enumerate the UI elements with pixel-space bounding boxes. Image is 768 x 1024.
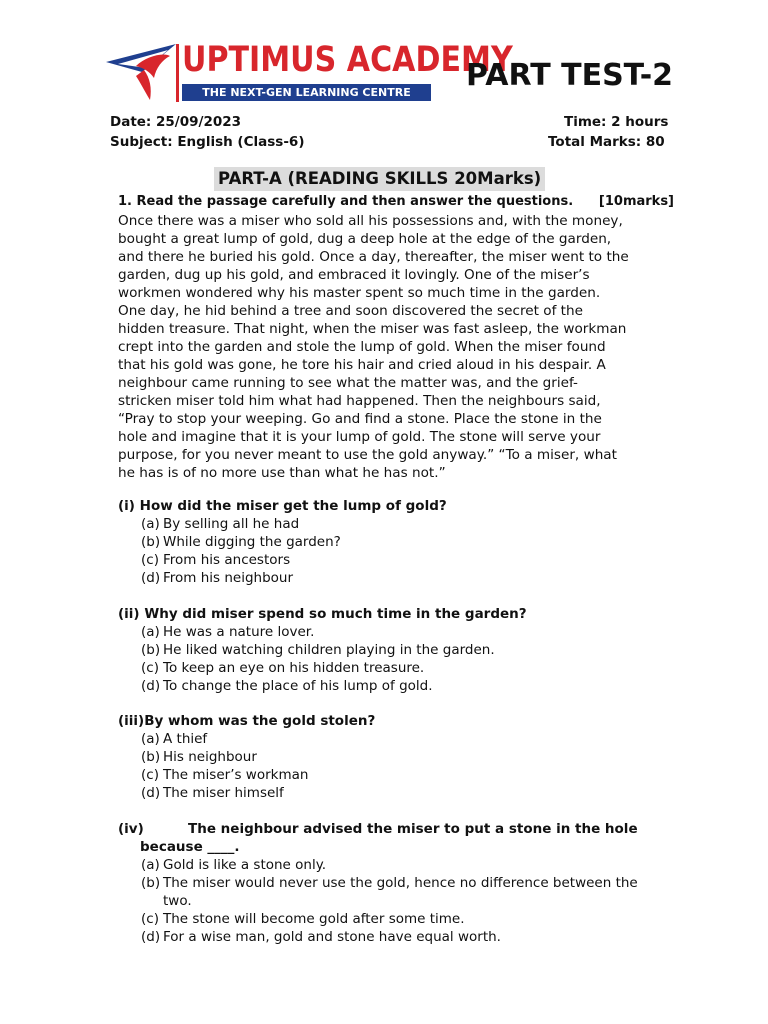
question-prompt: By whom was the gold stolen? bbox=[144, 713, 376, 729]
option-text: The miser himself bbox=[163, 785, 284, 801]
question-continuation: because ____. bbox=[140, 839, 240, 855]
question-2 bbox=[118, 605, 688, 695]
option-text: The miser would never use the gold, hence no difference between the two. bbox=[163, 875, 638, 909]
test-date: Date: 25/09/2023 bbox=[110, 114, 242, 130]
option-text: By selling all he had bbox=[163, 516, 300, 532]
option-text: The stone will become gold after some time. bbox=[163, 911, 465, 927]
test-duration: Time: 2 hours bbox=[564, 114, 669, 130]
option-label: (d) bbox=[141, 678, 161, 694]
question-1 bbox=[118, 497, 688, 587]
answer-option bbox=[118, 856, 688, 874]
question-number: (iv) bbox=[118, 821, 144, 837]
option-text: He was a nature lover. bbox=[163, 624, 315, 640]
answer-option bbox=[118, 677, 688, 695]
passage-line: Once there was a miser who sold all his possessions and, with the money, bbox=[118, 213, 623, 229]
option-label: (c) bbox=[141, 660, 159, 676]
option-text: His neighbour bbox=[163, 749, 257, 765]
question-text bbox=[118, 712, 688, 730]
passage-line: workmen wondered why his master spent so much time in the garden. bbox=[118, 285, 601, 301]
option-text: To change the place of his lump of gold. bbox=[163, 678, 433, 694]
question-number: (ii) bbox=[118, 606, 140, 622]
answer-option bbox=[118, 766, 688, 784]
answer-option bbox=[118, 533, 688, 551]
passage-line: garden, dug up his gold, and embraced it lovingly. One of the miser’s bbox=[118, 267, 590, 283]
option-label: (c) bbox=[141, 552, 159, 568]
question-text bbox=[118, 820, 688, 838]
question-text bbox=[118, 497, 688, 515]
option-text: While digging the garden? bbox=[163, 534, 341, 550]
test-title: PART TEST-2 bbox=[466, 58, 674, 93]
answer-option bbox=[118, 641, 688, 659]
question-3 bbox=[118, 712, 688, 802]
option-text: To keep an eye on his hidden treasure. bbox=[163, 660, 425, 676]
section-heading: PART-A (READING SKILLS 20Marks) bbox=[214, 167, 545, 191]
option-text: The miser’s workman bbox=[163, 767, 309, 783]
option-label: (a) bbox=[141, 857, 160, 873]
passage-line: hidden treasure. That night, when the miser was fast asleep, the workman bbox=[118, 321, 627, 337]
answer-option bbox=[118, 569, 688, 587]
option-text: For a wise man, gold and stone have equal worth. bbox=[163, 929, 501, 945]
brand-tagline: THE NEXT-GEN LEARNING CENTRE bbox=[182, 84, 431, 101]
passage-line: crept into the garden and stole the lump of gold. When the miser found bbox=[118, 339, 606, 355]
option-label: (a) bbox=[141, 516, 160, 532]
question-number: (i) bbox=[118, 498, 135, 514]
passage-line: One day, he hid behind a tree and soon discovered the secret of the bbox=[118, 303, 583, 319]
option-text: From his ancestors bbox=[163, 552, 291, 568]
option-label: (b) bbox=[141, 642, 161, 658]
option-label: (d) bbox=[141, 785, 161, 801]
option-text: Gold is like a stone only. bbox=[163, 857, 327, 873]
passage-line: purpose, for you never meant to use the gold anyway.” “To a miser, what bbox=[118, 447, 617, 463]
test-subject: Subject: English (Class-6) bbox=[110, 134, 305, 150]
total-marks: Total Marks: 80 bbox=[548, 134, 665, 150]
question-prompt: How did the miser get the lump of gold? bbox=[139, 498, 447, 514]
option-text: A thief bbox=[163, 731, 208, 747]
reading-passage bbox=[118, 212, 678, 482]
option-label: (c) bbox=[141, 911, 159, 927]
passage-line: neighbour came running to see what the matter was, and the grief- bbox=[118, 375, 578, 391]
answer-option bbox=[118, 730, 688, 748]
brand-name: UPTIMUS ACADEMY bbox=[182, 40, 513, 80]
instruction-text: 1. Read the passage carefully and then answer the questions. bbox=[118, 194, 574, 209]
option-label: (d) bbox=[141, 929, 161, 945]
answer-option bbox=[118, 659, 688, 677]
answer-option bbox=[118, 623, 688, 641]
answer-option bbox=[118, 515, 688, 533]
answer-option bbox=[118, 910, 688, 928]
option-label: (b) bbox=[141, 875, 161, 891]
answer-option bbox=[118, 551, 688, 569]
passage-line: stricken miser told him what had happened. Then the neighbours said, bbox=[118, 393, 601, 409]
option-text: He liked watching children playing in the garden. bbox=[163, 642, 495, 658]
passage-line: and there he buried his gold. Once a day, thereafter, the miser went to the bbox=[118, 249, 629, 265]
answer-option bbox=[118, 784, 688, 802]
option-label: (a) bbox=[141, 624, 160, 640]
passage-instruction bbox=[118, 194, 674, 209]
question-text bbox=[118, 605, 688, 623]
option-label: (b) bbox=[141, 749, 161, 765]
question-4 bbox=[118, 820, 688, 946]
question-prompt: The neighbour advised the miser to put a stone in the hole bbox=[188, 821, 638, 837]
answer-option bbox=[118, 928, 688, 946]
option-label: (c) bbox=[141, 767, 159, 783]
passage-line: “Pray to stop your weeping. Go and find a stone. Place the stone in the bbox=[118, 411, 602, 427]
passage-line: that his gold was gone, he tore his hair and cried aloud in his despair. A bbox=[118, 357, 606, 373]
passage-line: hole and imagine that it is your lump of gold. The stone will serve your bbox=[118, 429, 601, 445]
instruction-marks: [10marks] bbox=[598, 194, 674, 209]
passage-line: he has is of no more use than what he has not.” bbox=[118, 465, 446, 481]
question-prompt: Why did miser spend so much time in the garden? bbox=[144, 606, 527, 622]
option-text: From his neighbour bbox=[163, 570, 294, 586]
option-label: (a) bbox=[141, 731, 160, 747]
option-label: (b) bbox=[141, 534, 161, 550]
answer-option bbox=[118, 748, 688, 766]
option-label: (d) bbox=[141, 570, 161, 586]
passage-line: bought a great lump of gold, dug a deep hole at the edge of the garden, bbox=[118, 231, 612, 247]
question-number: (iii) bbox=[118, 713, 145, 729]
answer-option bbox=[118, 874, 688, 910]
